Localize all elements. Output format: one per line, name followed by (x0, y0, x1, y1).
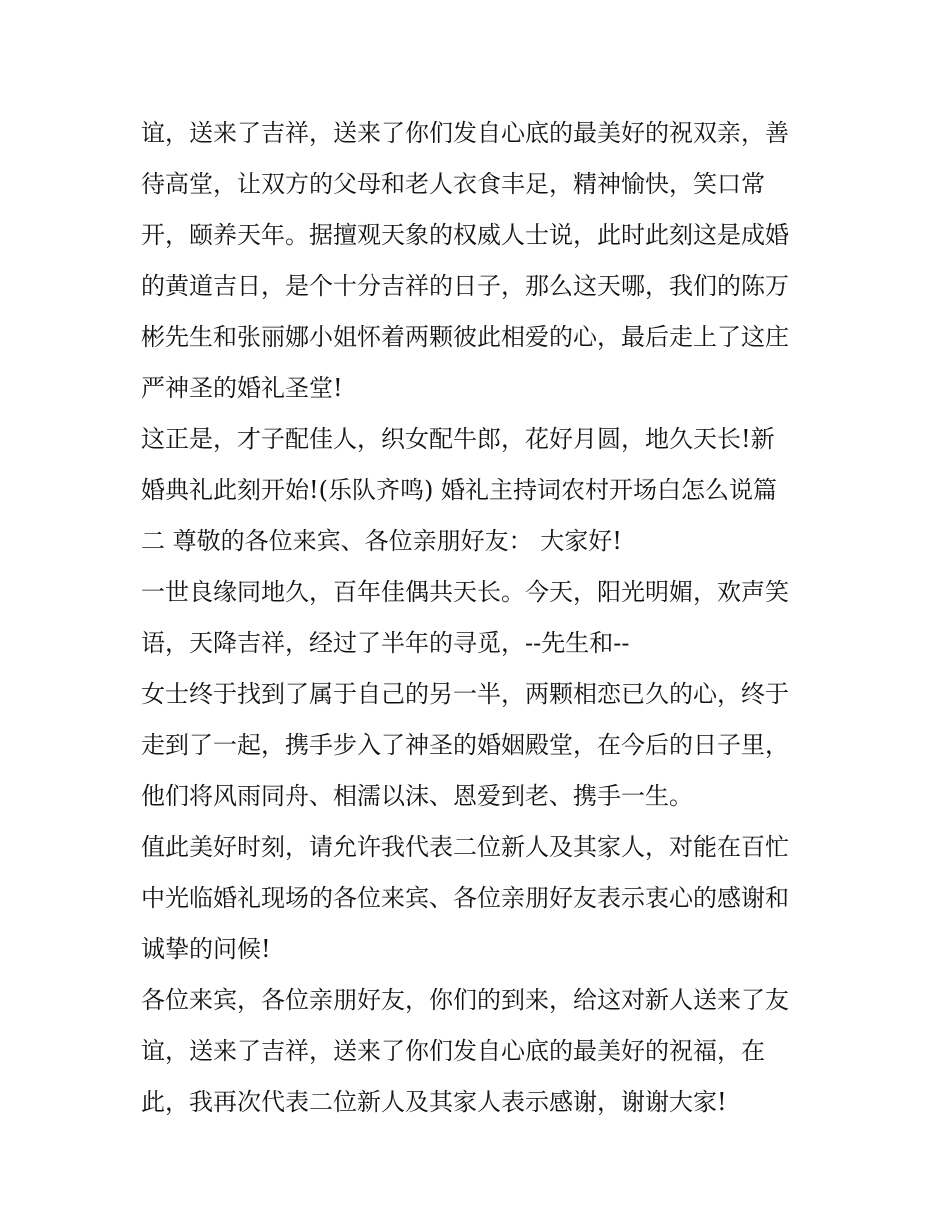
text-line: 二 尊敬的各位来宾、各位亲朋好友： 大家好! (141, 527, 622, 555)
text-line: 各位来宾，各位亲朋好友，你们的到来，给这对新人送来了友 (141, 986, 789, 1014)
text-line: 女士终于找到了属于自己的另一半，两颗相恋已久的心，终于 (141, 680, 789, 708)
text-line: 待高堂，让双方的父母和老人衣食丰足，精神愉快，笑口常 (141, 170, 765, 198)
text-line: 谊，送来了吉祥，送来了你们发自心底的最美好的祝福，在 (141, 1037, 765, 1065)
text-line: 婚典礼此刻开始!(乐队齐鸣) 婚礼主持词农村开场白怎么说篇 (141, 476, 777, 504)
text-line: 此，我再次代表二位新人及其家人表示感谢，谢谢大家! (141, 1088, 727, 1116)
text-line: 诚挚的问候! (141, 935, 271, 963)
text-line: 一世良缘同地久，百年佳偶共天长。今天，阳光明媚，欢声笑 (141, 578, 789, 606)
text-line: 语，天降吉祥，经过了半年的寻觅，--先生和-- (141, 629, 630, 657)
document-body (141, 108, 821, 1128)
text-line: 彬先生和张丽娜小姐怀着两颗彼此相爱的心，最后走上了这庄 (141, 323, 789, 351)
text-line: 值此美好时刻，请允许我代表二位新人及其家人，对能在百忙 (141, 833, 789, 861)
text-line: 谊，送来了吉祥，送来了你们发自心底的最美好的祝双亲，善 (141, 119, 789, 147)
text-line: 开，颐养天年。据擅观天象的权威人士说，此时此刻这是成婚 (141, 221, 789, 249)
text-line: 这正是，才子配佳人，织女配牛郎，花好月圆，地久天长!新 (141, 425, 775, 453)
text-line: 走到了一起，携手步入了神圣的婚姻殿堂，在今后的日子里， (141, 731, 789, 759)
text-line: 的黄道吉日，是个十分吉祥的日子，那么这天哪，我们的陈万 (141, 272, 789, 300)
text-line: 他们将风雨同舟、相濡以沫、恩爱到老、携手一生。 (141, 782, 693, 810)
text-line: 中光临婚礼现场的各位来宾、各位亲朋好友表示衷心的感谢和 (141, 884, 789, 912)
text-line: 严神圣的婚礼圣堂! (141, 374, 343, 402)
